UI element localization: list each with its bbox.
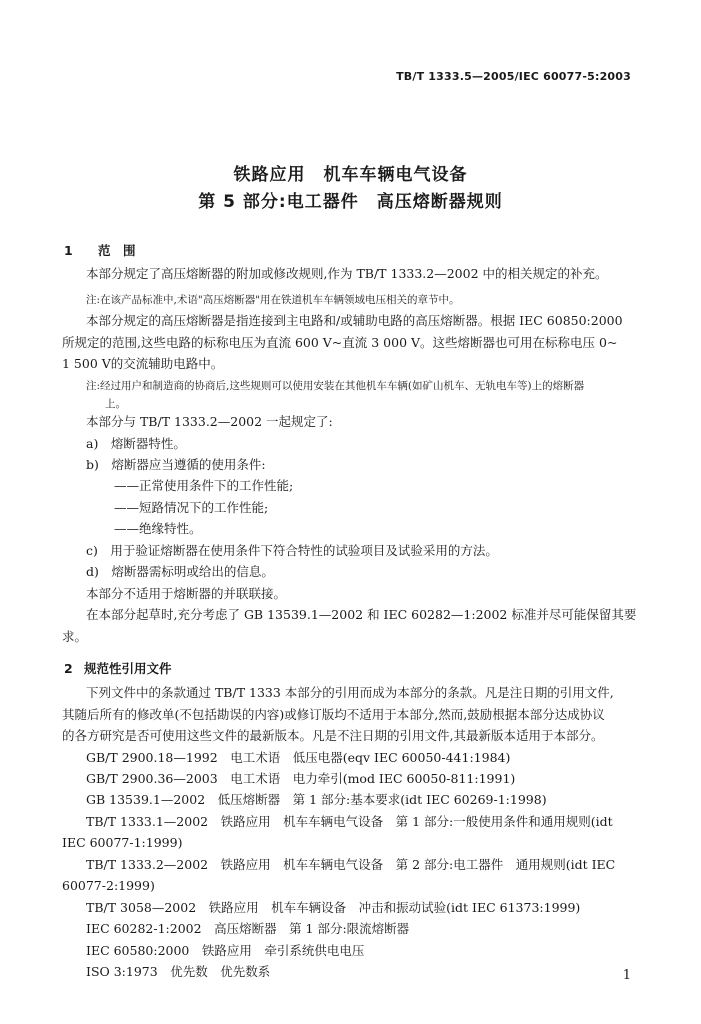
note-line: 注:经过用户和制造商的协商后,这些规则可以使用安装在其他机车车辆(如矿山机车、无轨电车等)上的熔断器 (86, 380, 585, 392)
document-title-line2: 第 5 部分:电工器件 高压熔断器规则 (198, 192, 503, 212)
note-line: 注:在该产品标准中,术语"高压熔断器"用在铁道机车车辆领域电压相关的章节中。 (86, 294, 460, 306)
section2-number: 2 (64, 661, 73, 676)
paragraph-line: 在本部分起草时,充分考虑了 GB 13539.1—2002 和 IEC 60282—1:2002 标准并尽可能保留其要 (86, 607, 637, 622)
section1-heading (64, 241, 136, 259)
list-item-d: d) 熔断器需标明或给出的信息。 (86, 564, 274, 579)
note-line: 上。 (105, 398, 126, 410)
paragraph-line: 求。 (62, 629, 88, 644)
paragraph-line: 本部分规定了高压熔断器的附加或修改规则,作为 TB/T 1333.2—2002 中的相关规定的补充。 (86, 266, 608, 281)
page-number: 1 (622, 968, 631, 983)
reference-item: ISO 3:1973 优先数 优先数系 (86, 964, 271, 979)
reference-item: TB/T 1333.1—2002 铁路应用 机车车辆电气设备 第 1 部分:一般使用条件和通用规则(idt (86, 814, 613, 829)
section1-number: 1 (64, 243, 73, 258)
reference-item: GB/T 2900.18—1992 电工术语 低压电器(eqv IEC 60050-441:1984) (86, 750, 511, 765)
reference-item-continued: 60077-2:1999) (62, 878, 155, 893)
section2-heading (64, 659, 172, 677)
sub-list-item: ——正常使用条件下的工作性能; (114, 478, 294, 493)
standard-code-header: TB/T 1333.5—2005/IEC 60077-5:2003 (396, 70, 631, 83)
reference-item: GB/T 2900.36—2003 电工术语 电力牵引(mod IEC 60050-811:1991) (86, 771, 516, 786)
section2-title: 规范性引用文件 (84, 661, 172, 676)
reference-item: TB/T 3058—2002 铁路应用 机车车辆设备 冲击和振动试验(idt IEC 61373:1999) (86, 900, 581, 915)
reference-item-continued: IEC 60077-1:1999) (62, 835, 183, 850)
list-item-b: b) 熔断器应当遵循的使用条件: (86, 457, 266, 472)
reference-item: TB/T 1333.2—2002 铁路应用 机车车辆电气设备 第 2 部分:电工器件 通用规则(idt IEC (86, 857, 616, 872)
list-item-a: a) 熔断器特性。 (86, 436, 186, 451)
paragraph-line: 1 500 V的交流辅助电路中。 (62, 356, 224, 371)
sub-list-item: ——短路情况下的工作性能; (114, 500, 269, 515)
reference-item: IEC 60580:2000 铁路应用 牵引系统供电电压 (86, 943, 365, 958)
list-item-c: c) 用于验证熔断器在使用条件下符合特性的试验项目及试验采用的方法。 (86, 543, 498, 558)
paragraph-line: 其随后所有的修改单(不包括勘误的内容)或修订版均不适用于本部分,然而,鼓励根据本部分达成协议 (62, 707, 605, 722)
paragraph-line: 本部分不适用于熔断器的并联联接。 (86, 586, 287, 601)
paragraph-line: 本部分与 TB/T 1333.2—2002 一起规定了: (86, 414, 333, 429)
document-title-line1: 铁路应用 机车车辆电气设备 (233, 165, 468, 185)
sub-list-item: ——绝缘特性。 (114, 521, 202, 536)
paragraph-line: 下列文件中的条款通过 TB/T 1333 本部分的引用而成为本部分的条款。凡是注日期的引用文件, (86, 685, 614, 700)
reference-item: IEC 60282-1:2002 高压熔断器 第 1 部分:限流熔断器 (86, 921, 410, 936)
section1-title: 范 围 (98, 243, 136, 258)
reference-item: GB 13539.1—2002 低压熔断器 第 1 部分:基本要求(idt IEC 60269-1:1998) (86, 792, 547, 807)
paragraph-line: 本部分规定的高压熔断器是指连接到主电路和/或辅助电路的高压熔断器。根据 IEC 60850:2000 (86, 313, 623, 328)
paragraph-line: 的各方研究是否可使用这些文件的最新版本。凡是不注日期的引用文件,其最新版本适用于本部分。 (62, 728, 604, 743)
paragraph-line: 所规定的范围,这些电路的标称电压为直流 600 V~直流 3 000 V。这些熔断器也可用在标称电压 0~ (62, 335, 618, 350)
